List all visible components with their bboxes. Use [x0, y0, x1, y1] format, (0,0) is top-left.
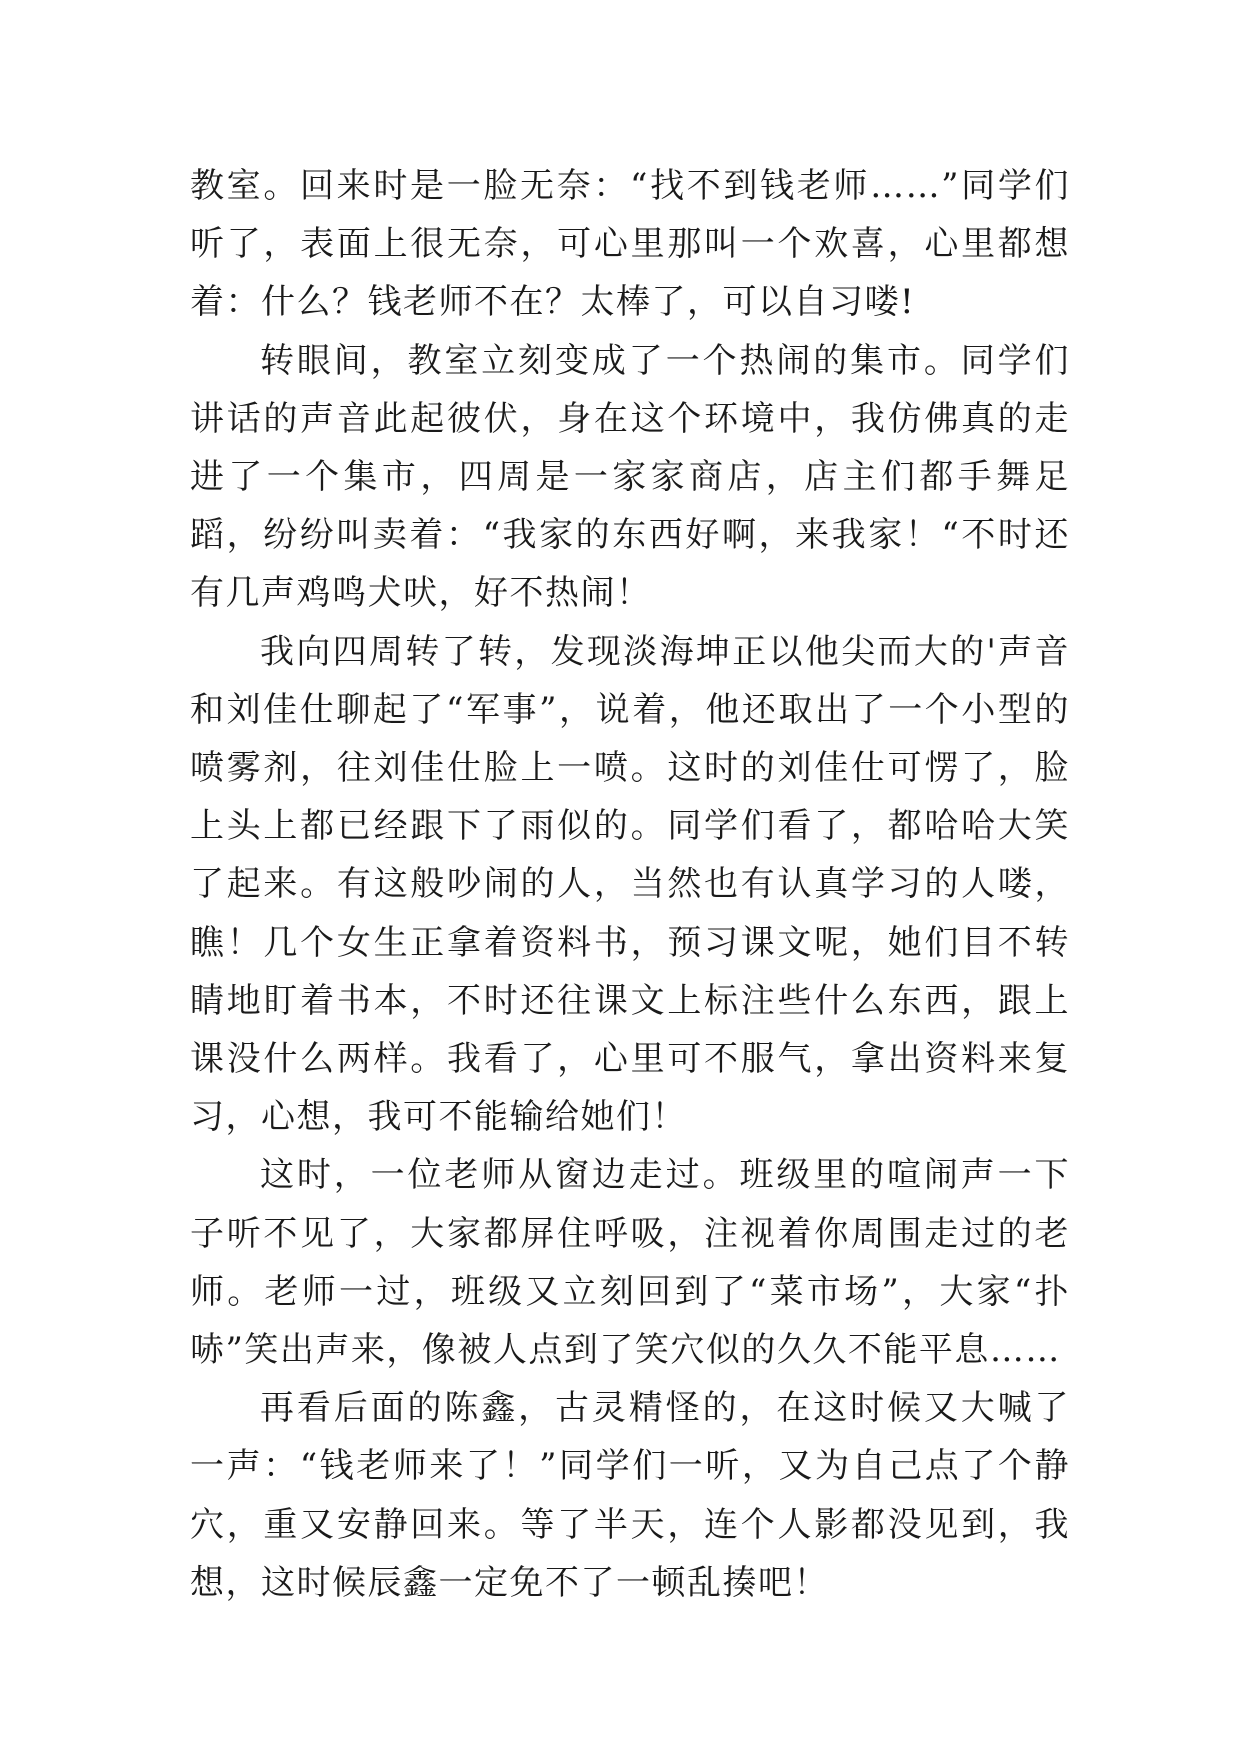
paragraph-3: 我向四周转了转，发现淡海坤正以他尖而大的'声音和刘佳仕聊起了“军事”，说着，他还取出了一个小型的喷雾剂，往刘佳仕脸上一喷。这时的刘佳仕可愣了，脸上头上都已经跟下了雨似的。同学们看了，都哈哈大笑了起来。有这般吵闹的人，当然也有认真学习的人喽，瞧！几个女生正拿着资料书，预习课文呢，她们目不转睛地盯着书本，不时还往课文上标注些什么东西，跟上课没什么两样。我看了，心里可不服气，拿出资料来复习，心想，我可不能输给她们！	[190, 631, 1070, 1138]
paragraph-4: 这时，一位老师从窗边走过。班级里的喧闹声一下子听不见了，大家都屏住呼吸，注视着你周围走过的老师。老师一过，班级又立刻回到了“菜市场”，大家“扑哧”笑出声来，像被人点到了笑穴似的久久不能平息……	[190, 1155, 1070, 1371]
paragraph-2: 转眼间，教室立刻变成了一个热闹的集市。同学们讲话的声音此起彼伏，身在这个环境中，我仿佛真的走进了一个集市，四周是一家家商店，店主们都手舞足蹈，纷纷叫卖着：“我家的东西好啊，来我家！“不时还有几声鸡鸣犬吠，好不热闹！	[190, 340, 1070, 614]
paragraph-1: 教室。回来时是一脸无奈：“找不到钱老师……”同学们听了，表面上很无奈，可心里那叫一个欢喜，心里都想着：什么？钱老师不在？太棒了，可以自习喽!	[190, 166, 1070, 323]
paragraph-5: 再看后面的陈鑫，古灵精怪的，在这时候又大喊了一声：“钱老师来了！”同学们一听，又为自己点了个静穴，重又安静回来。等了半天，连个人影都没见到，我想，这时候辰鑫一定免不了一顿乱揍吧！	[190, 1388, 1070, 1603]
essay-body	[190, 157, 1070, 1612]
